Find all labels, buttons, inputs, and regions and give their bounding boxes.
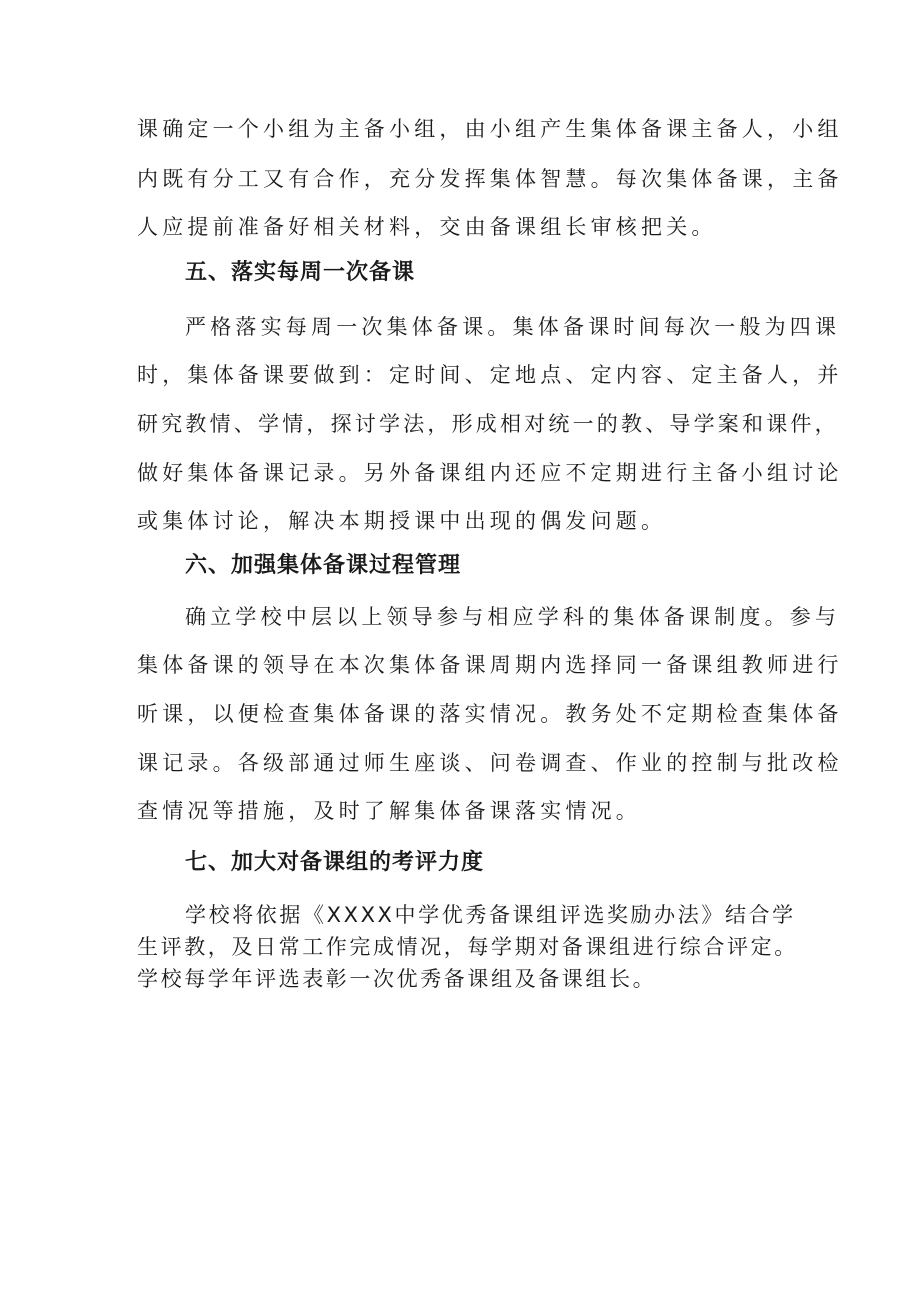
paragraph-line: 学校将依据《XXXX中学优秀备课组评选奖励办法》结合学 bbox=[185, 903, 796, 927]
paragraph-line: 课确定一个小组为主备小组，由小组产生集体备课主备人，小组 bbox=[137, 117, 843, 141]
paragraph-line: 做好集体备课记录。另外备课组内还应不定期进行主备小组讨论 bbox=[137, 461, 843, 485]
paragraph-line: 生评教，及日常工作完成情况，每学期对备课组进行综合评定。 bbox=[137, 935, 798, 959]
paragraph-line: 内既有分工又有合作，充分发挥集体智慧。每次集体备课，主备 bbox=[137, 167, 843, 191]
section-heading-six: 六、加强集体备课过程管理 bbox=[185, 553, 462, 578]
paragraph-line: 确立学校中层以上领导参与相应学科的集体备课制度。参与 bbox=[185, 605, 841, 629]
paragraph-line: 或集体讨论，解决本期授课中出现的偶发问题。 bbox=[137, 509, 667, 533]
paragraph-line: 查情况等措施，及时了解集体备课落实情况。 bbox=[137, 799, 641, 823]
paragraph-line: 人应提前准备好相关材料，交由备课组长审核把关。 bbox=[137, 215, 717, 239]
section-heading-five: 五、落实每周一次备课 bbox=[185, 260, 416, 285]
paragraph-line: 听课，以便检查集体备课的落实情况。教务处不定期检查集体备 bbox=[137, 702, 843, 726]
paragraph-line: 集体备课的领导在本次集体备课周期内选择同一备课组教师进行 bbox=[137, 653, 843, 677]
paragraph-line: 时，集体备课要做到：定时间、定地点、定内容、定主备人，并 bbox=[137, 363, 843, 387]
paragraph-line: 研究教情、学情，探讨学法，形成相对统一的教、导学案和课件， bbox=[137, 412, 839, 436]
section-heading-seven: 七、加大对备课组的考评力度 bbox=[185, 850, 485, 875]
paragraph-line: 课记录。各级部通过师生座谈、问卷调查、作业的控制与批改检 bbox=[137, 751, 843, 775]
paragraph-line: 学校每学年评选表彰一次优秀备课组及备课组长。 bbox=[137, 967, 657, 991]
paragraph-line: 严格落实每周一次集体备课。集体备课时间每次一般为四课 bbox=[185, 315, 841, 339]
